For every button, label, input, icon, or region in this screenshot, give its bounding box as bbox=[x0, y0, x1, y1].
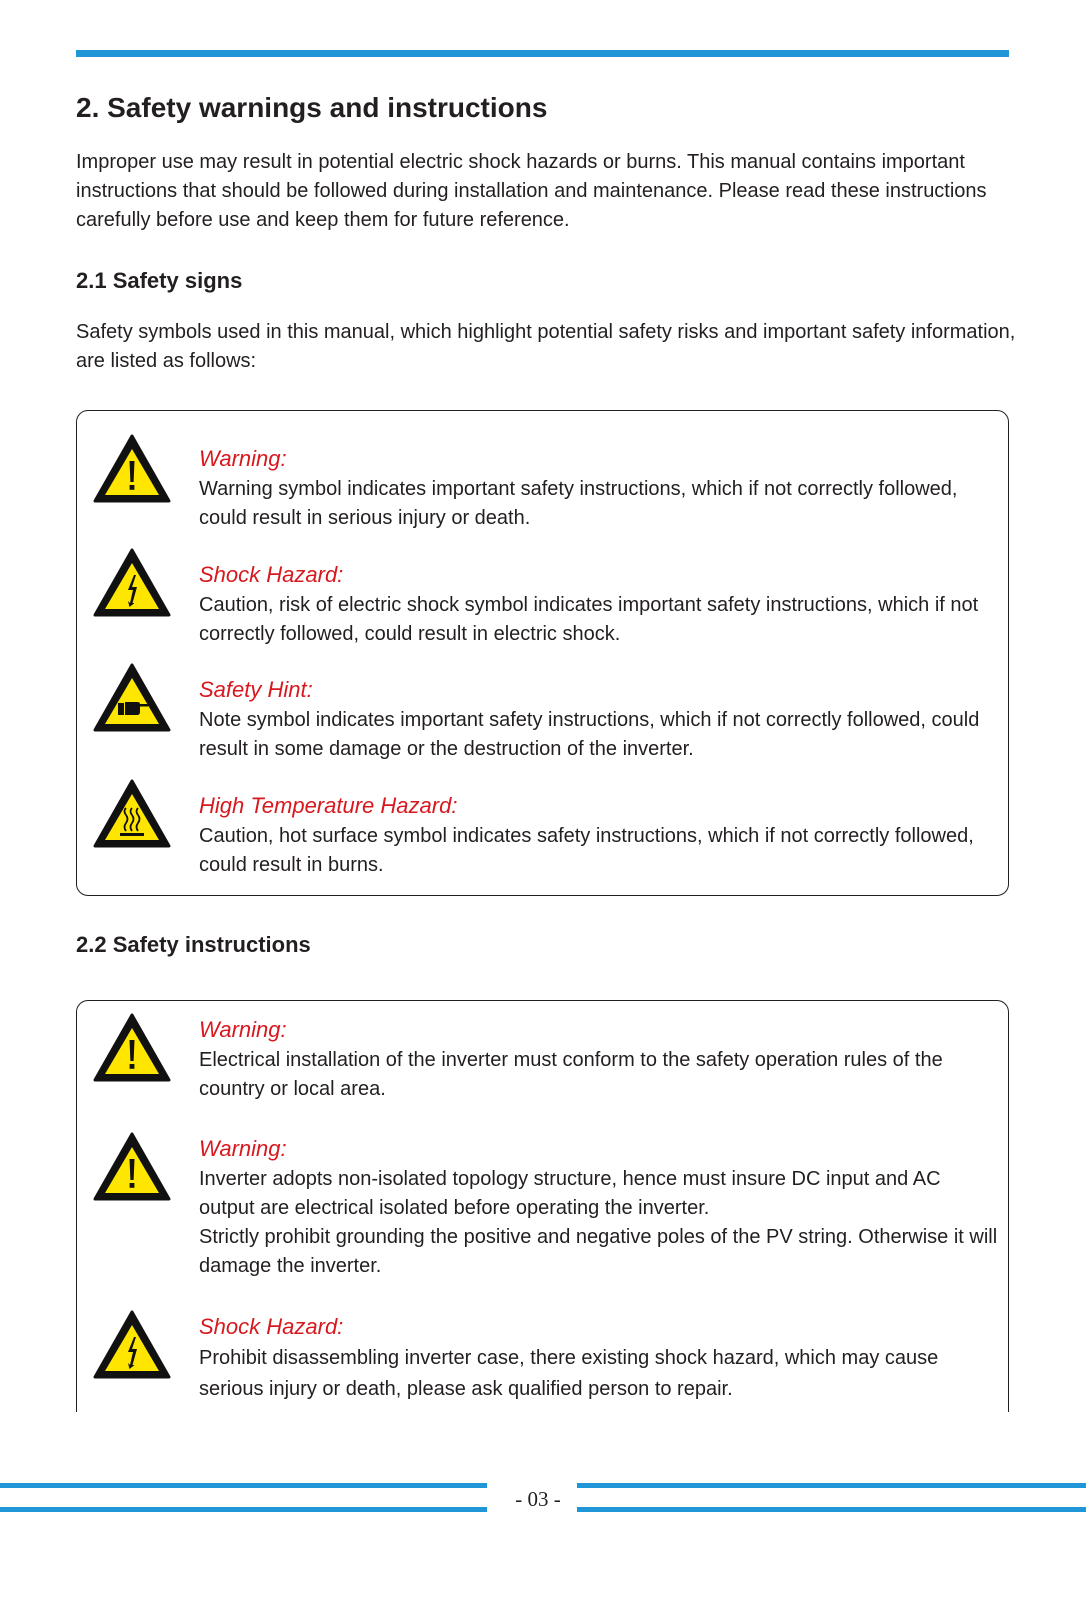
warning-exclamation-icon bbox=[93, 434, 171, 504]
sign-label: Safety Hint: bbox=[199, 677, 313, 702]
instruction-label: Shock Hazard: bbox=[199, 1314, 344, 1339]
instruction-paragraph: Strictly prohibit grounding the positive and negative poles of the PV string. Otherwise it will damage the inverter. bbox=[199, 1226, 998, 1277]
warning-exclamation-icon bbox=[93, 1132, 171, 1202]
footer-rule-right bbox=[577, 1483, 1086, 1488]
sign-label: Shock Hazard: bbox=[199, 562, 344, 587]
electric-shock-icon bbox=[93, 548, 171, 618]
footer-rule-right bbox=[577, 1507, 1086, 1512]
instruction-text: Prohibit disassembling inverter case, there existing shock hazard, which may cause serious injury or death, please ask qualified person to repair. bbox=[199, 1347, 939, 1400]
instruction-text bbox=[199, 1165, 999, 1281]
sign-description: Caution, hot surface symbol indicates safety instructions, which if not correctly followed, could result in burns. bbox=[199, 825, 974, 876]
instruction-paragraph: Inverter adopts non-isolated topology structure, hence must insure DC input and AC output are electrical isolated before operating the inverter. bbox=[199, 1168, 941, 1219]
hot-surface-icon bbox=[93, 779, 171, 849]
instruction-text: Electrical installation of the inverter must conform to the safety operation rules of the country or local area. bbox=[199, 1049, 943, 1100]
footer-rule-left bbox=[0, 1507, 487, 1512]
page-title: 2. Safety warnings and instructions bbox=[76, 92, 548, 123]
safety-signs-intro: Safety symbols used in this manual, which highlight potential safety risks and important safety information, are listed as follows: bbox=[76, 321, 1016, 372]
warning-exclamation-icon bbox=[93, 1013, 171, 1083]
sign-description: Note symbol indicates important safety instructions, which if not correctly followed, could result in some damage or the destruction of the inverter. bbox=[199, 709, 980, 760]
sign-description: Warning symbol indicates important safety instructions, which if not correctly followed, could result in serious injury or death. bbox=[199, 478, 958, 529]
pointing-hand-icon bbox=[93, 663, 171, 733]
safety-instructions-box bbox=[76, 1000, 1009, 1412]
page-number: - 03 - bbox=[515, 1487, 561, 1511]
footer-rule-left bbox=[0, 1483, 487, 1488]
sign-label: High Temperature Hazard: bbox=[199, 793, 458, 818]
instruction-label: Warning: bbox=[199, 1017, 287, 1042]
section-intro: Improper use may result in potential electric shock hazards or burns. This manual contains important instructions that should be followed during installation and maintenance. Please read these instructions carefully before use and keep them for future reference. bbox=[76, 151, 987, 231]
header-rule bbox=[76, 50, 1009, 57]
safety-signs-box bbox=[76, 410, 1009, 896]
safety-signs-heading: 2.1 Safety signs bbox=[76, 268, 243, 293]
electric-shock-icon bbox=[93, 1310, 171, 1380]
safety-instructions-heading: 2.2 Safety instructions bbox=[76, 932, 311, 957]
instruction-label: Warning: bbox=[199, 1136, 287, 1161]
sign-description: Caution, risk of electric shock symbol indicates important safety instructions, which if not correctly followed, could result in electric shock. bbox=[199, 594, 979, 645]
sign-label: Warning: bbox=[199, 446, 287, 471]
